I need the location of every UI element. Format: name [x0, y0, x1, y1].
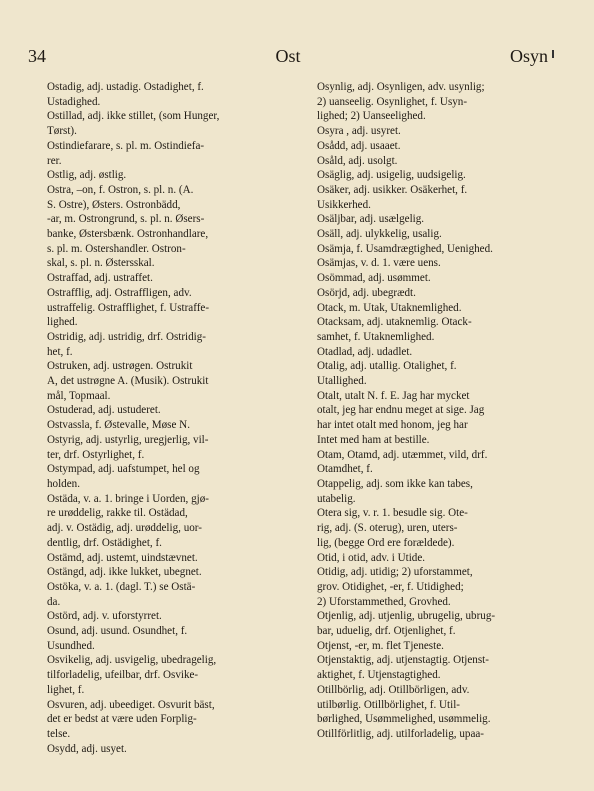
entry-line: Ostlig, adj. østlig.	[47, 169, 127, 182]
dictionary-entry	[47, 551, 307, 566]
entry-line: Ostadig, adj. ustadig. Ostadighet, f.	[47, 81, 204, 93]
entry-line: ustraffelig. Ostrafflighet, f. Ustraffe-	[47, 301, 210, 314]
dictionary-entry	[317, 448, 575, 477]
entry-line: holden.	[47, 477, 80, 490]
entry-line: ter, drf. Ostyrlighet, f.	[47, 448, 145, 461]
dictionary-entry	[47, 359, 307, 403]
entry-line: Osyra , adj. usyret.	[317, 125, 401, 138]
entry-line: Osåld, adj. usolgt.	[317, 154, 398, 167]
entry-line: telse.	[47, 727, 71, 740]
entry-line: Ostöka, v. a. 1. (dagl. T.) se Ostä-	[47, 580, 196, 593]
entry-line: Osörjd, adj. ubegrædt.	[317, 286, 416, 299]
entry-line: børlighed, Usømmelighed, usømmelig.	[317, 713, 491, 726]
entry-line: Otack, m. Utak, Utaknemlighed.	[317, 301, 462, 314]
entry-line: Osämja, f. Usamdrægtighed, Uenighed.	[317, 242, 493, 255]
dictionary-entry	[317, 639, 575, 654]
entry-line: lighed.	[47, 316, 78, 329]
right-column	[317, 80, 575, 742]
entry-line: lighet, f.	[47, 683, 85, 696]
entry-line: Otam, Otamd, adj. utæmmet, vild, drf.	[317, 448, 488, 461]
entry-line: det er bedst at være uden Forplig-	[47, 713, 197, 726]
entry-line: Ostindiefarare, s. pl. m. Ostindiefa-	[47, 139, 205, 152]
dictionary-entry	[317, 242, 575, 257]
dictionary-entry	[317, 683, 575, 727]
entry-line: otalt, jeg har endnu meget at sige. Jag	[317, 404, 485, 417]
entry-line: Otera sig, v. r. 1. besudle sig. Ote-	[317, 507, 468, 520]
dictionary-entry	[47, 403, 307, 418]
entry-line: Ostillad, adj. ikke stillet, (som Hunger,	[47, 110, 220, 123]
entry-line: Ostra, –on, f. Ostron, s. pl. n. (A.	[47, 183, 194, 196]
dictionary-entry	[317, 653, 575, 682]
page-number: 34	[28, 46, 46, 66]
entry-line: re urøddelig, rakke til. Ostädad,	[47, 507, 188, 520]
dictionary-entry	[317, 286, 575, 301]
entry-line: grov. Otidighet, -er, f. Utidighed;	[317, 580, 464, 593]
dictionary-entry	[317, 551, 575, 566]
entry-line: Otacksam, adj. utaknemlig. Otack-	[317, 316, 472, 329]
entry-line: S. Ostre), Østers. Ostronbädd,	[47, 198, 181, 211]
entry-line: aktighet, f. Utjenstagtighed.	[317, 669, 441, 682]
entry-line: Otamdhet, f.	[317, 463, 373, 476]
entry-line: het, f.	[47, 345, 73, 358]
dictionary-entry	[47, 418, 307, 433]
dictionary-entry	[47, 139, 307, 168]
entry-line: banke, Østersbænk. Ostronhandlare,	[47, 228, 209, 241]
dictionary-entry	[317, 168, 575, 183]
dictionary-entry	[47, 330, 307, 359]
dictionary-entry	[317, 256, 575, 271]
entry-line: lig, (begge Ord ere forældede).	[317, 536, 455, 549]
entry-line: Usundhed.	[47, 639, 95, 652]
entry-line: Ostympad, adj. uafstumpet, hel og	[47, 463, 200, 476]
entry-line: Osynlig, adj. Osynligen, adv. usynlig;	[317, 81, 485, 93]
dictionary-entry	[317, 139, 575, 154]
entry-line: Otadlad, adj. udadlet.	[317, 345, 413, 358]
dictionary-entry	[47, 433, 307, 462]
dictionary-entry	[47, 462, 307, 491]
entry-line: 2) uanseelig. Osynlighet, f. Usyn-	[317, 95, 468, 108]
entry-line: Otjenst, -er, m. flet Tjeneste.	[317, 639, 444, 652]
entry-line: Otidig, adj. utidig; 2) uforstammet,	[317, 566, 473, 579]
entry-line: Ostyrig, adj. ustyrlig, uregjerlig, vil-	[47, 433, 209, 446]
dictionary-entry	[47, 286, 307, 330]
entry-line: Osäll, adj. ulykkelig, usalig.	[317, 228, 442, 241]
entry-line: Ostämd, adj. ustemt, uindstævnet.	[47, 551, 198, 564]
entry-line: Ostraffad, adj. ustraffet.	[47, 272, 153, 285]
dictionary-entry	[47, 271, 307, 286]
entry-line: Osådd, adj. usaaet.	[317, 139, 401, 152]
dictionary-entry	[317, 80, 575, 124]
dictionary-entry	[47, 653, 307, 697]
dictionary-entry	[317, 212, 575, 227]
dictionary-entry	[317, 315, 575, 344]
dictionary-entry	[47, 168, 307, 183]
entry-line: Ostvassla, f. Østevalle, Møse N.	[47, 419, 190, 432]
entry-line: da.	[47, 595, 61, 608]
entry-line: Ostrafflig, adj. Ostraffligen, adv.	[47, 286, 192, 299]
entry-line: Otappelig, adj. som ikke kan tabes,	[317, 477, 473, 490]
entry-line: Ustadighed.	[47, 95, 101, 108]
dictionary-entry	[317, 183, 575, 212]
entry-line: dentlig, drf. Ostädighet, f.	[47, 536, 162, 549]
dictionary-entry	[47, 698, 307, 742]
entry-line: A, det ustrøgne A. (Musik). Ostrukit	[47, 375, 209, 388]
dictionary-entry	[317, 124, 575, 139]
entry-line: utilbørlig. Otillbörlighet, f. Util-	[317, 698, 460, 711]
right-guide-word: Osyn	[509, 46, 548, 66]
dictionary-entry	[47, 565, 307, 580]
dictionary-entry	[47, 624, 307, 653]
corner-mark	[552, 50, 554, 58]
entry-line: Usikkerhed.	[317, 198, 371, 211]
entry-line: Ostäda, v. a. 1. bringe i Uorden, gjø-	[47, 492, 209, 505]
entry-line: Osvuren, adj. ubeediget. Osvurit bäst,	[47, 698, 215, 711]
entry-line: Osvikelig, adj. usvigelig, ubedragelig,	[47, 654, 217, 667]
entry-line: Tørst).	[47, 125, 77, 138]
entry-line: Ostörd, adj. v. uforstyrret.	[47, 610, 162, 623]
dictionary-entry	[317, 345, 575, 360]
dictionary-entry	[317, 154, 575, 169]
dictionary-entry	[47, 492, 307, 551]
entry-line: Osund, adj. usund. Osundhet, f.	[47, 625, 188, 638]
dictionary-entry	[317, 477, 575, 506]
entry-line: har intet otalt med honom, jeg har	[317, 419, 468, 432]
dictionary-entry	[317, 271, 575, 286]
entry-line: lighed; 2) Uanseelighed.	[317, 110, 426, 123]
entry-line: mål, Topmaal.	[47, 389, 111, 402]
entry-line: rer.	[47, 154, 62, 167]
dictionary-entry	[317, 609, 575, 638]
entry-line: Osydd, adj. usyet.	[47, 742, 127, 755]
dictionary-entry	[47, 580, 307, 609]
dictionary-entry	[317, 565, 575, 609]
entry-line: Otillförlitlig, adj. utilforladelig, upaa-	[317, 727, 484, 740]
entry-line: Ostridig, adj. ustridig, drf. Ostridig-	[47, 330, 206, 343]
entry-line: Osäker, adj. usikker. Osäkerhet, f.	[317, 183, 468, 196]
left-column	[47, 80, 307, 756]
entry-line: Intet med ham at bestille.	[317, 433, 430, 446]
left-guide-word: Ost	[275, 46, 301, 66]
entry-line: Utallighed.	[317, 375, 367, 388]
entry-line: samhet, f. Utaknemlighed.	[317, 330, 435, 343]
dictionary-entry	[47, 742, 307, 757]
entry-line: Otillbörlig, adj. Otillbörligen, adv.	[317, 683, 470, 696]
entry-line: Osömmad, adj. usømmet.	[317, 272, 431, 285]
entry-line: Ostuderad, adj. ustuderet.	[47, 404, 161, 417]
entry-line: Otalt, utalt N. f. E. Jag har mycket	[317, 389, 470, 402]
page-header	[28, 44, 548, 68]
dictionary-entry	[47, 609, 307, 624]
entry-line: skal, s. pl. n. Østersskal.	[47, 257, 155, 270]
entry-line: Otjenlig, adj. utjenlig, ubrugelig, ubrug-	[317, 610, 496, 623]
entry-line: Osäljbar, adj. usælgelig.	[317, 213, 425, 226]
dictionary-entry	[317, 506, 575, 550]
dictionary-entry	[47, 109, 307, 138]
entry-line: adj. v. Ostädig, adj. urøddelig, uor-	[47, 522, 202, 535]
dictionary-entry	[317, 727, 575, 742]
dictionary-entry	[317, 389, 575, 448]
entry-line: Otid, i otid, adv. i Utide.	[317, 551, 426, 564]
entry-line: bar, uduelig, drf. Otjenlighet, f.	[317, 625, 456, 638]
entry-line: Otalig, adj. utallig. Otalighet, f.	[317, 360, 457, 373]
dictionary-entry	[317, 301, 575, 316]
entry-line: tilforladelig, ufeilbar, drf. Osvike-	[47, 669, 199, 682]
entry-line: utabelig.	[317, 492, 356, 505]
dictionary-entry	[47, 183, 307, 271]
dictionary-entry	[317, 227, 575, 242]
entry-line: Ostruken, adj. ustrøgen. Ostrukit	[47, 360, 193, 373]
entry-line: rig, adj. (S. oterug), uren, uters-	[317, 522, 458, 535]
entry-line: s. pl. m. Ostershandler. Ostron-	[47, 242, 186, 255]
entry-line: Otjenstaktig, adj. utjenstagtig. Otjenst-	[317, 654, 489, 667]
entry-line: Osäglig, adj. usigelig, uudsigelig.	[317, 169, 466, 182]
dictionary-entry	[47, 80, 307, 109]
entry-line: -ar, m. Ostrongrund, s. pl. n. Øsers-	[47, 213, 205, 226]
entry-line: Ostängd, adj. ikke lukket, ubegnet.	[47, 566, 202, 579]
entry-line: Osämjas, v. d. 1. være uens.	[317, 257, 441, 270]
entry-line: 2) Uforstammethed, Grovhed.	[317, 595, 451, 608]
dictionary-entry	[317, 359, 575, 388]
